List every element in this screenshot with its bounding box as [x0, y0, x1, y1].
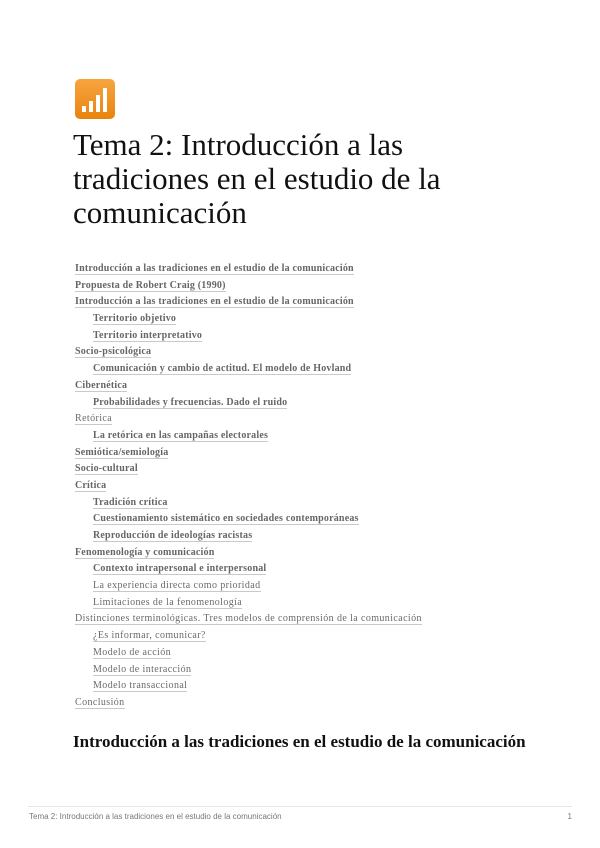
toc-item — [75, 395, 575, 412]
toc-link[interactable]: ¿Es informar, comunicar? — [93, 630, 206, 642]
toc-item — [75, 695, 575, 712]
toc-link[interactable]: Territorio interpretativo — [93, 329, 203, 341]
toc-link[interactable]: Modelo de acción — [93, 646, 172, 658]
toc-item — [75, 595, 575, 612]
toc-link[interactable]: Comunicación y cambio de actitud. El modelo de Hovland — [93, 363, 352, 375]
toc-item — [75, 478, 575, 495]
toc-link[interactable]: Modelo transaccional — [93, 680, 188, 692]
toc-link[interactable]: Contexto intrapersonal e interpersonal — [93, 563, 267, 575]
toc-link[interactable]: Territorio objetivo — [93, 313, 177, 325]
toc-link[interactable]: Cuestionamiento sistemático en sociedades contemporáneas — [93, 513, 359, 525]
toc-item — [75, 328, 575, 345]
toc-link[interactable]: Semiótica/semiología — [75, 446, 169, 458]
toc-item — [75, 645, 575, 662]
toc-link[interactable]: Tradición crítica — [93, 496, 168, 508]
rss-feed-icon — [75, 79, 115, 119]
toc-link[interactable]: Socio-cultural — [75, 463, 138, 475]
table-of-contents — [75, 261, 575, 712]
toc-item — [75, 511, 575, 528]
toc-item — [75, 628, 575, 645]
toc-link[interactable]: Introducción a las tradiciones en el estudio de la comunicación — [75, 263, 354, 274]
toc-item — [75, 411, 575, 428]
toc-link[interactable]: Introducción a las tradiciones en el estudio de la comunicación — [75, 296, 354, 308]
section-heading: Introducción a las tradiciones en el estudio de la comunicación — [73, 732, 526, 751]
toc-link[interactable]: Limitaciones de la fenomenología — [93, 596, 243, 608]
toc-item — [75, 678, 575, 695]
toc-item — [75, 378, 575, 395]
toc-item — [75, 495, 575, 512]
toc-item — [75, 528, 575, 545]
toc-link[interactable]: Socio-psicológica — [75, 346, 152, 358]
toc-link[interactable]: La experiencia directa como prioridad — [93, 580, 261, 592]
toc-link[interactable]: Modelo de interacción — [93, 663, 192, 675]
toc-item — [75, 261, 575, 278]
toc-link[interactable]: Crítica — [75, 479, 107, 491]
toc-item — [75, 294, 575, 311]
toc-item — [75, 561, 575, 578]
toc-link[interactable]: Retórica — [75, 413, 113, 425]
toc-item — [75, 611, 575, 628]
toc-link[interactable]: Propuesta de Robert Craig (1990) — [75, 279, 226, 291]
toc-link[interactable]: Reproducción de ideologías racistas — [93, 530, 253, 541]
footer-divider — [28, 806, 572, 807]
toc-link[interactable]: Conclusión — [75, 696, 125, 708]
toc-link[interactable]: La retórica en las campañas electorales — [93, 429, 269, 441]
toc-link[interactable]: Probabilidades y frecuencias. Dado el ruido — [93, 396, 288, 408]
document-title: Tema 2: Introducción a las tradiciones en el estudio de la comunicación — [73, 127, 441, 230]
footer-page-number: 1 — [567, 812, 572, 821]
toc-link[interactable]: Distinciones terminológicas. Tres modelos de comprensión de la comunicación — [75, 613, 422, 625]
toc-item — [75, 278, 575, 295]
toc-item — [75, 344, 575, 361]
toc-item — [75, 545, 575, 562]
toc-item — [75, 361, 575, 378]
footer-document-title: Tema 2: Introducción a las tradiciones en el estudio de la comunicación — [29, 812, 282, 821]
toc-link[interactable]: Fenomenología y comunicación — [75, 546, 215, 558]
toc-item — [75, 428, 575, 445]
toc-link[interactable]: Cibernética — [75, 379, 128, 391]
toc-item — [75, 662, 575, 679]
toc-item — [75, 578, 575, 595]
toc-item — [75, 445, 575, 462]
toc-item — [75, 311, 575, 328]
toc-item — [75, 461, 575, 478]
